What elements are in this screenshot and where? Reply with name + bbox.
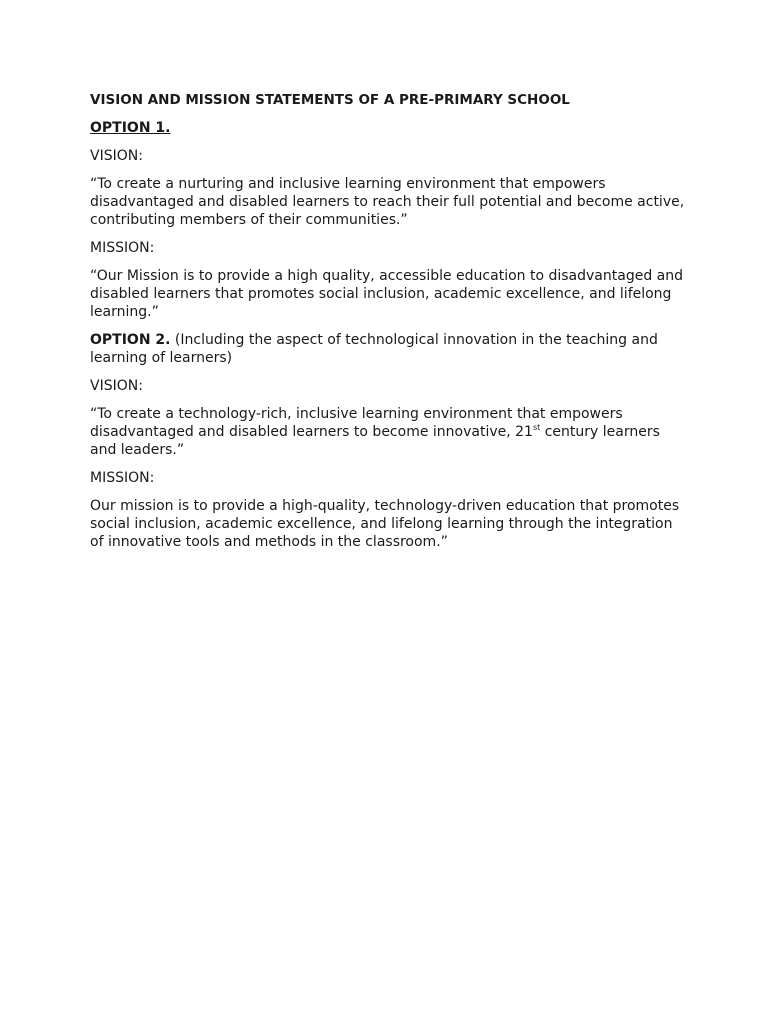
option2-vision-superscript: st	[532, 423, 541, 432]
option2-heading-note: (Including the aspect of technological innovation in the teaching and learning of learners)	[90, 332, 658, 366]
option1-vision-text: “To create a nurturing and inclusive learning environment that empowers disadvantaged and disabled learners to reach their full potential and become active, contributing members of their communities.”	[90, 176, 685, 228]
option2-mission-label: MISSION:	[90, 470, 155, 486]
option2-heading-text: OPTION 2.	[90, 332, 171, 348]
option2-mission-text: Our mission is to provide a high-quality, technology-driven education that promotes social inclusion, academic excellence, and lifelong learning through the integration of innovative tools and methods in the classroom.”	[90, 498, 680, 550]
option2-vision-label: VISION:	[90, 378, 143, 394]
option1-vision-label: VISION:	[90, 148, 143, 164]
option1-heading-text: OPTION 1.	[90, 120, 171, 136]
option2-vision-text-part1: “To create a technology-rich, inclusive learning environment that empowers disadvantaged and disabled learners to become innovative, 21	[90, 406, 623, 440]
document-page	[90, 91, 690, 561]
option2-heading	[90, 331, 690, 367]
document-title: VISION AND MISSION STATEMENTS OF A PRE-PRIMARY SCHOOL	[90, 92, 570, 108]
option1-mission-text: “Our Mission is to provide a high quality, accessible education to disadvantaged and disabled learners that promotes social inclusion, academic excellence, and lifelong learning.”	[90, 268, 683, 320]
option1-heading	[90, 119, 690, 137]
option2-vision-text	[90, 405, 690, 459]
option1-mission-label: MISSION:	[90, 240, 155, 256]
option2-vision-text-part2: century learners and leaders.”	[90, 424, 660, 458]
